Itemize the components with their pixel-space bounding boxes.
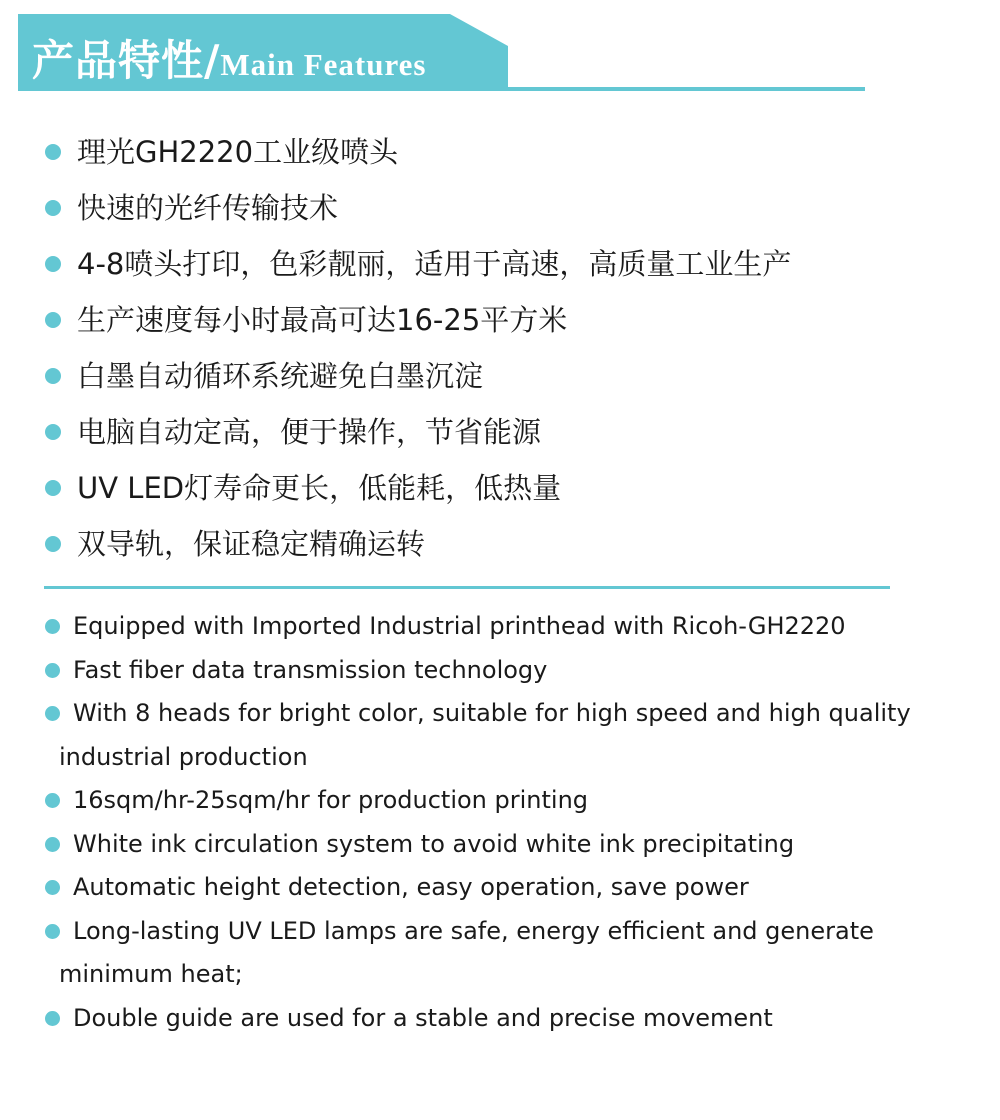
feature-text: UV LED灯寿命更长，低能耗，低热量 (77, 471, 562, 505)
feature-text-continued: minimum heat; (59, 960, 243, 988)
feature-text: 快速的光纤传输技术 (77, 191, 339, 225)
feature-text: With 8 heads for bright color, suitable for high speed and high quality (73, 699, 911, 727)
feature-text: 4-8喷头打印，色彩靓丽，适用于高速，高质量工业生产 (77, 247, 792, 281)
feature-text: 16sqm/hr-25sqm/hr for production printing (73, 786, 589, 814)
bullet-dot-icon (45, 480, 61, 496)
list-item (45, 779, 945, 823)
bullet-dot-icon (45, 256, 61, 272)
list-item (45, 404, 945, 460)
feature-text: 白墨自动循环系统避免白墨沉淀 (77, 359, 484, 393)
bullet-dot-icon (45, 368, 61, 384)
list-item (45, 910, 945, 997)
feature-text: 电脑自动定高，便于操作，节省能源 (77, 415, 542, 449)
list-item (45, 124, 945, 180)
bullet-dot-icon (45, 536, 61, 552)
feature-text: Long-lasting UV LED lamps are safe, energy efficient and generate (73, 916, 874, 945)
section-divider (44, 586, 890, 589)
list-item (45, 823, 945, 867)
feature-text: 理光GH2220工业级喷头 (77, 135, 399, 169)
section-header (18, 14, 865, 92)
page-title-english: Main Features (220, 47, 427, 82)
list-item (45, 649, 945, 693)
bullet-dot-icon (45, 663, 60, 678)
bullet-dot-icon (45, 924, 60, 939)
feature-list-english (45, 605, 945, 1040)
bullet-dot-icon (45, 1011, 60, 1026)
feature-text: Equipped with Imported Industrial printhead with Ricoh-GH2220 (73, 612, 846, 640)
list-item (45, 460, 945, 516)
list-item (45, 997, 945, 1041)
bullet-dot-icon (45, 619, 60, 634)
feature-text: 双导轨，保证稳定精确运转 (77, 527, 426, 561)
list-item (45, 236, 945, 292)
feature-text: Automatic height detection, easy operation, save power (73, 873, 749, 901)
list-item (45, 348, 945, 404)
feature-text: 生产速度每小时最高可达16-25平方米 (77, 303, 568, 337)
list-item (45, 605, 945, 649)
list-item (45, 292, 945, 348)
feature-text-continued: industrial production (59, 742, 308, 771)
list-item (45, 692, 945, 779)
bullet-dot-icon (45, 144, 61, 160)
list-item (45, 516, 945, 572)
bullet-dot-icon (45, 424, 61, 440)
list-item (45, 180, 945, 236)
list-item (45, 866, 945, 910)
bullet-dot-icon (45, 837, 60, 852)
bullet-dot-icon (45, 880, 60, 895)
bullet-dot-icon (45, 793, 60, 808)
feature-text: Double guide are used for a stable and precise movement (73, 1003, 773, 1032)
page-title (32, 28, 427, 84)
feature-text: White ink circulation system to avoid white ink precipitating (73, 829, 795, 858)
bullet-dot-icon (45, 312, 61, 328)
feature-text: Fast fiber data transmission technology (73, 655, 548, 684)
feature-list-chinese (45, 124, 945, 572)
bullet-dot-icon (45, 200, 61, 216)
bullet-dot-icon (45, 706, 60, 721)
page-title-chinese: 产品特性/ (32, 36, 221, 85)
